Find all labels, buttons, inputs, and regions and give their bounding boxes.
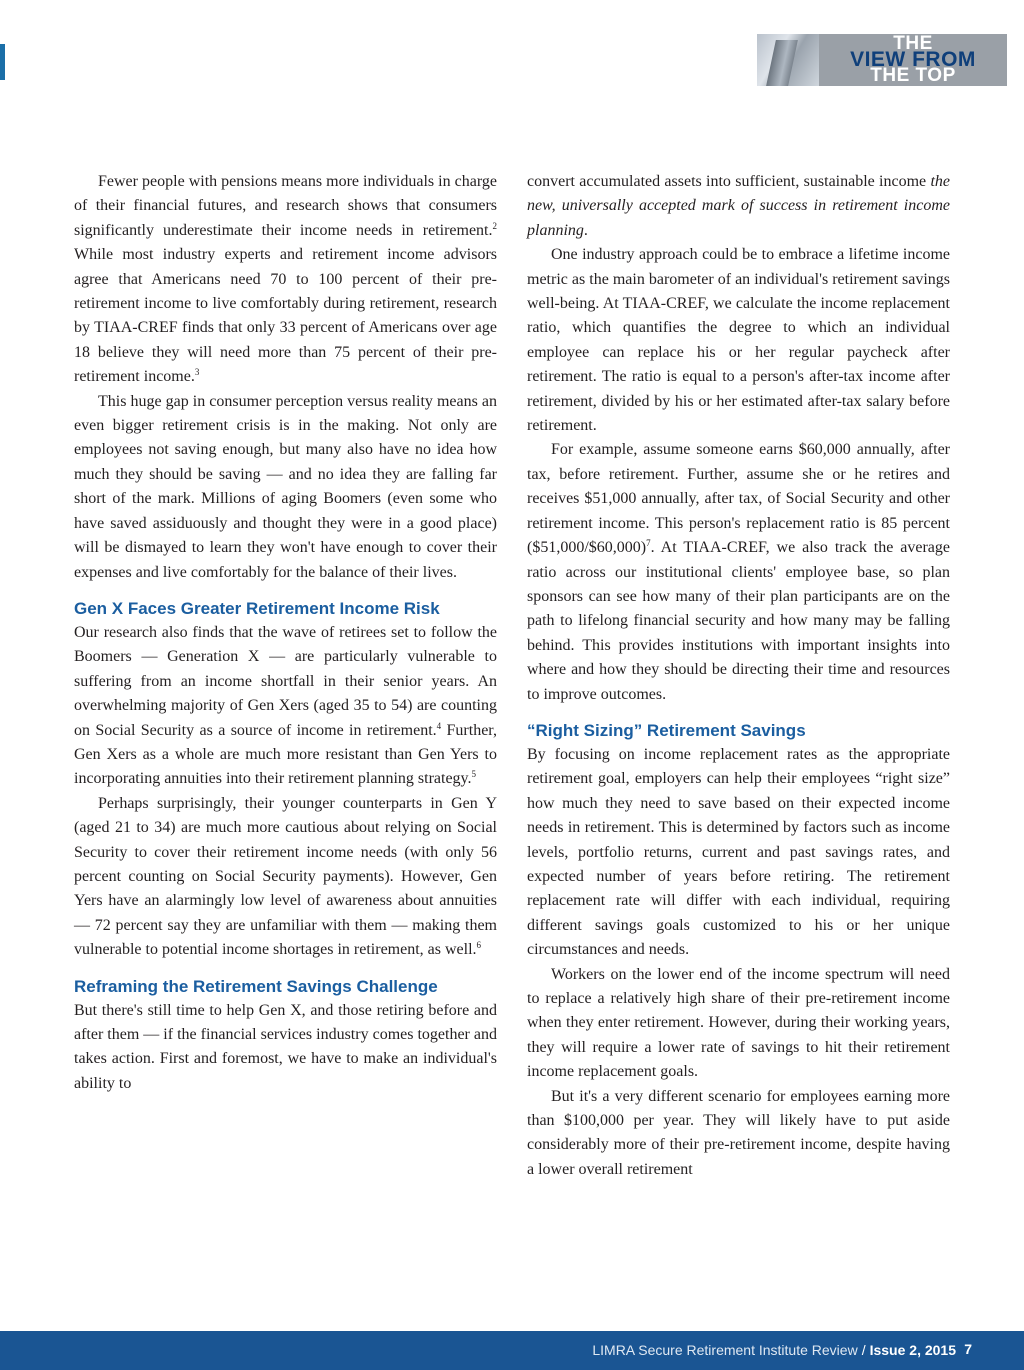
italic-emphasis: the new, universally accepted mark of success in retirement income planning xyxy=(527,173,950,239)
footnote-ref: 5 xyxy=(471,769,477,780)
view-from-the-top-logo xyxy=(757,34,1007,86)
paragraph: For example, assume someone earns $60,000 annually, after tax, before retirement. Further, assume she or he retires and receives $51,000 annually, after tax, of Social Security and other retirement income. This person's replacement ratio is 85 percent ($51,000/$60,000)$^7$. At TIAA-CREF, we also track the average ratio across our institutional clients' employee base, so plan sponsors can see how many of their plan participants are on the path to lifelong financial security and how many may be falling behind. This provides institutions with important insights into where and how they should be directing their time and resources to improve outcomes. xyxy=(527,441,950,703)
section-heading: Gen X Faces Greater Retirement Income Risk xyxy=(74,598,440,618)
right-column xyxy=(527,170,950,1182)
paragraph: Our research also finds that the wave of retirees set to follow the Boomers — Generation X — are particularly vulnerable to suffering from an income shortfall in their senior years. An overwhelming majority of Gen Xers (aged 35 to 54) are counting on Social Security as a source of income in retirement.$^4$ Further, Gen Xers as a whole are much more resistant than Gen Yers to incorporating annuities into their retirement planning strategy.$^5$ xyxy=(74,623,497,788)
paragraph: One industry approach could be to embrace a lifetime income metric as the main barometer of an individual's retirement savings well-being. At TIAA-CREF, we calculate the income replacement ratio, which quantifies the degree to which an individual employee can replace his or her regular paycheck after retirement. The ratio is equal to a person's after-tax income after retirement, divided by his or her estimated after-tax salary before retirement. xyxy=(527,246,950,435)
logo-line-1: THE xyxy=(893,33,933,54)
footnote-ref: 3 xyxy=(194,367,200,378)
logo-text xyxy=(819,34,1007,86)
skyscraper-photo xyxy=(757,34,819,86)
logo-line-3: THE TOP xyxy=(870,65,956,86)
left-edge-mark xyxy=(0,44,5,80)
footer-citation xyxy=(592,1341,956,1359)
footnote-ref: 7 xyxy=(646,538,651,549)
page-footer xyxy=(0,1331,1024,1370)
page-number: 7 xyxy=(964,1341,972,1357)
issue-label: Issue 2, 2015 xyxy=(869,1342,956,1358)
paragraph: Perhaps surprisingly, their younger counterparts in Gen Y (aged 21 to 34) are much more cautious about relying on Social Security to cover their retirement income needs (with only 56 percent counting on Social Security payments). However, Gen Yers have an alarmingly low level of awareness about annuities — 72 percent say they are unfamiliar with them — making them vulnerable to potential income shortages in retirement, as well.$^6$ xyxy=(74,794,497,959)
publication-name: LIMRA Secure Retirement Institute Review xyxy=(592,1342,858,1358)
logo-line-2: VIEW FROM xyxy=(850,48,976,71)
footer-separator: / xyxy=(861,1342,866,1358)
paragraph: But there's still time to help Gen X, and those retiring before and after them — if the financial services industry comes together and takes action. First and foremost, we have to make an individual's ability to xyxy=(74,1001,497,1092)
footnote-ref: 4 xyxy=(436,720,442,731)
paragraph: convert accumulated assets into sufficient, sustainable income the new, universally accepted mark of success in retirement income planning. xyxy=(527,173,950,239)
paragraph: Workers on the lower end of the income spectrum will need to replace a relatively high share of their pre-retirement income when they enter retirement. However, during their working years, they will require a lower rate of savings to hit their retirement income replacement goals. xyxy=(527,965,950,1081)
section-heading: Reframing the Retirement Savings Challenge xyxy=(74,976,438,996)
paragraph: Fewer people with pensions means more individuals in charge of their financial futures, and research shows that consumers significantly underestimate their income needs in retirement.$^2$ While most industry experts and retirement income advisors agree that Americans need 70 to 100 percent of their pre-retirement income to live comfortably during retirement, research by TIAA-CREF finds that only 33 percent of Americans over age 18 believe they will need more than 75 percent of their pre-retirement income.$^3$ xyxy=(74,173,497,386)
left-column xyxy=(74,170,497,1096)
footnote-ref: 2 xyxy=(492,220,497,231)
paragraph: But it's a very different scenario for employees earning more than $100,000 per year. They will likely have to put aside considerably more of their pre-retirement income, despite having a lower overall retirement xyxy=(527,1087,950,1178)
section-heading: “Right Sizing” Retirement Savings xyxy=(527,720,806,740)
paragraph: This huge gap in consumer perception versus reality means an even bigger retirement crisis is in the making. Not only are employees not saving enough, but many also have no idea how much they should be saving — and no idea they are falling far short of the mark. Millions of aging Boomers (even some who have saved assiduously and thought they were in a good place) will be dismayed to learn they won't have enough to cover their expenses and live comfortably for the balance of their lives. xyxy=(74,392,497,581)
footnote-ref: 6 xyxy=(476,940,482,951)
paragraph: By focusing on income replacement rates as the appropriate retirement goal, employers can help their employees “right size” how much they need to save based on their expected income needs in retirement. This is determined by factors such as income levels, portfolio returns, current and past savings rates, and expected number of years before retiring. The retirement replacement rate will differ with each individual, requiring different savings goals customized to his or her unique circumstances and needs. xyxy=(527,745,950,959)
